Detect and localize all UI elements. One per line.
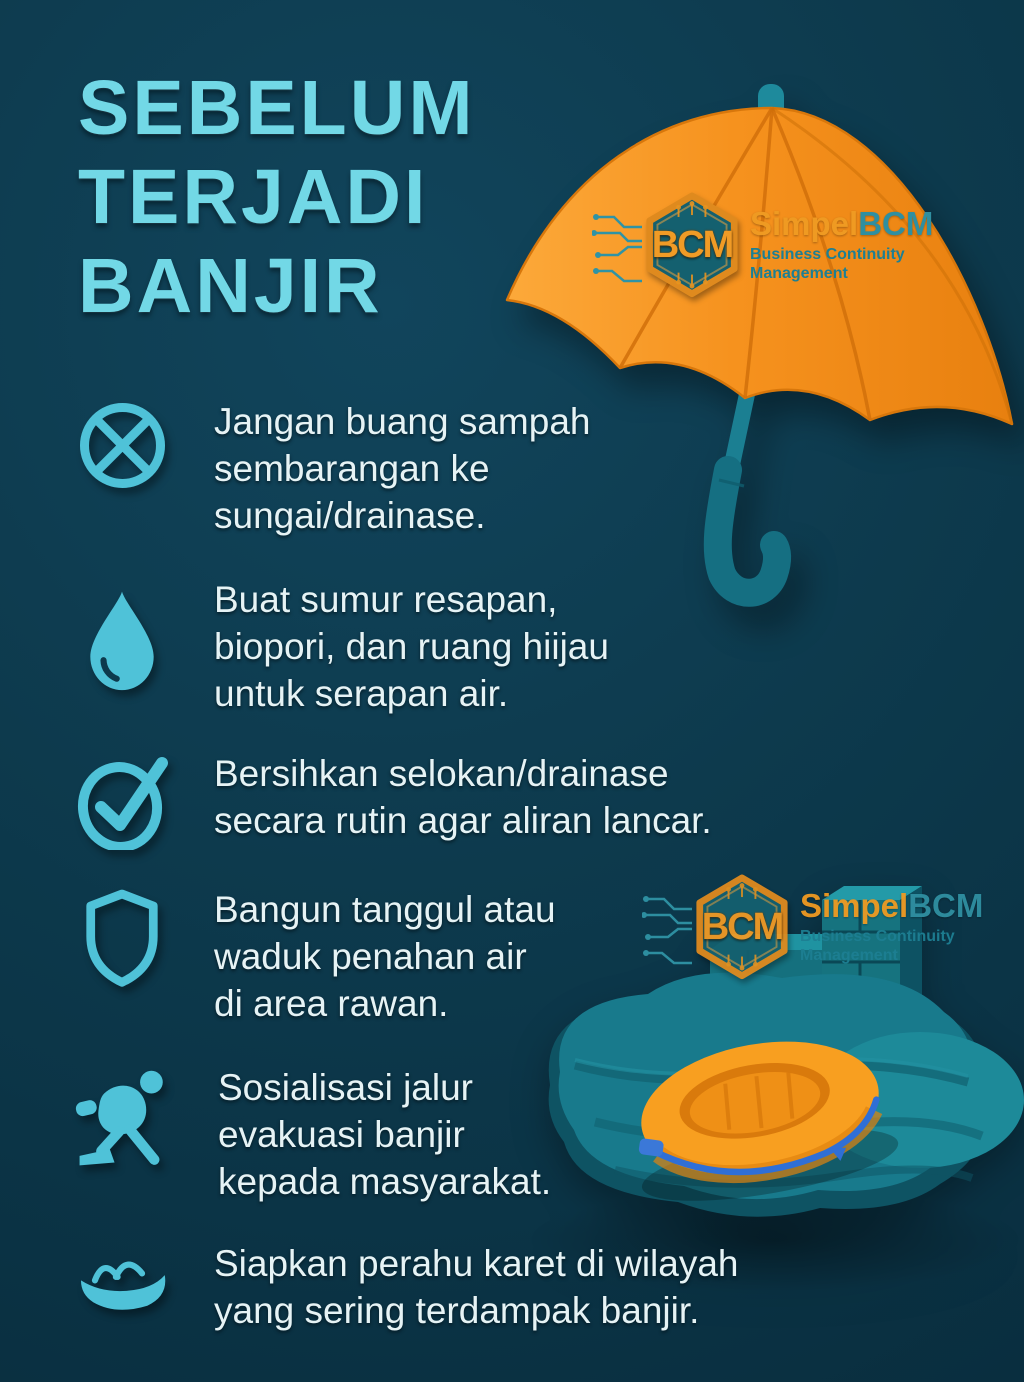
evacuation-person-icon	[72, 1064, 176, 1174]
check-circle-icon	[72, 750, 172, 850]
simpelbcm-logo	[642, 874, 983, 980]
title-line-2: TERJADI	[78, 154, 429, 240]
brand-part-1: Simpel	[800, 887, 909, 924]
brand-subtitle	[750, 245, 933, 283]
tip-text	[214, 886, 556, 1027]
rubber-boat-icon	[72, 1246, 172, 1320]
tip-line: di area rawan.	[214, 983, 449, 1024]
tip-item	[72, 886, 556, 1027]
brand-part-2: BCM	[858, 205, 934, 242]
subtitle-line-1: Business Continuity	[750, 246, 905, 263]
tip-item	[72, 1064, 551, 1205]
tip-item	[72, 1240, 739, 1334]
tip-text	[214, 576, 609, 717]
bcm-badge-icon	[694, 874, 790, 980]
brand-subtitle	[800, 927, 983, 965]
tip-line: biopori, dan ruang hiijau	[214, 626, 609, 667]
tip-line: untuk serapan air.	[214, 673, 509, 714]
tip-text	[214, 750, 712, 844]
tip-line: secara rutin agar aliran lancar.	[214, 800, 712, 841]
tip-line: kepada masyarakat.	[218, 1161, 552, 1202]
no-littering-icon	[72, 398, 172, 493]
poster-title	[78, 64, 475, 331]
tip-line: Siapkan perahu karet di wilayah	[214, 1243, 739, 1284]
tip-line: Buat sumur resapan,	[214, 579, 558, 620]
tip-line: Jangan buang sampah	[214, 401, 591, 442]
shield-icon	[72, 886, 172, 994]
tip-line: Sosialisasi jalur	[218, 1067, 473, 1108]
simpelbcm-logo	[592, 192, 933, 298]
subtitle-line-2: Management	[800, 947, 898, 964]
title-line-3: BANJIR	[78, 243, 383, 329]
tip-text	[218, 1064, 551, 1205]
brand-name	[750, 207, 933, 241]
brand-name	[800, 889, 983, 923]
logo-text	[750, 207, 933, 283]
title-line-1: SEBELUM	[78, 65, 476, 151]
logo-text	[800, 889, 983, 965]
tip-line: sembarangan ke	[214, 448, 490, 489]
subtitle-line-1: Business Continuity	[800, 928, 955, 945]
subtitle-line-2: Management	[750, 265, 848, 282]
tip-line: yang sering terdampak banjir.	[214, 1290, 700, 1331]
tip-line: sungai/drainase.	[214, 495, 486, 536]
circuit-traces-icon	[642, 881, 694, 973]
tip-item	[72, 750, 712, 850]
circuit-traces-icon	[592, 199, 644, 291]
badge-label: BCM	[701, 905, 783, 948]
tip-text	[214, 1240, 739, 1334]
water-drop-icon	[72, 586, 172, 694]
tip-item	[72, 576, 609, 717]
tip-text	[214, 398, 590, 539]
brand-part-2: BCM	[908, 887, 984, 924]
tip-line: Bersihkan selokan/drainase	[214, 753, 669, 794]
tip-line: evakuasi banjir	[218, 1114, 465, 1155]
brand-part-1: Simpel	[750, 205, 859, 242]
tip-item	[72, 398, 590, 539]
badge-label: BCM	[651, 223, 733, 266]
tip-line: waduk penahan air	[214, 936, 527, 977]
bcm-badge-icon	[644, 192, 740, 298]
tip-line: Bangun tanggul atau	[214, 889, 556, 930]
